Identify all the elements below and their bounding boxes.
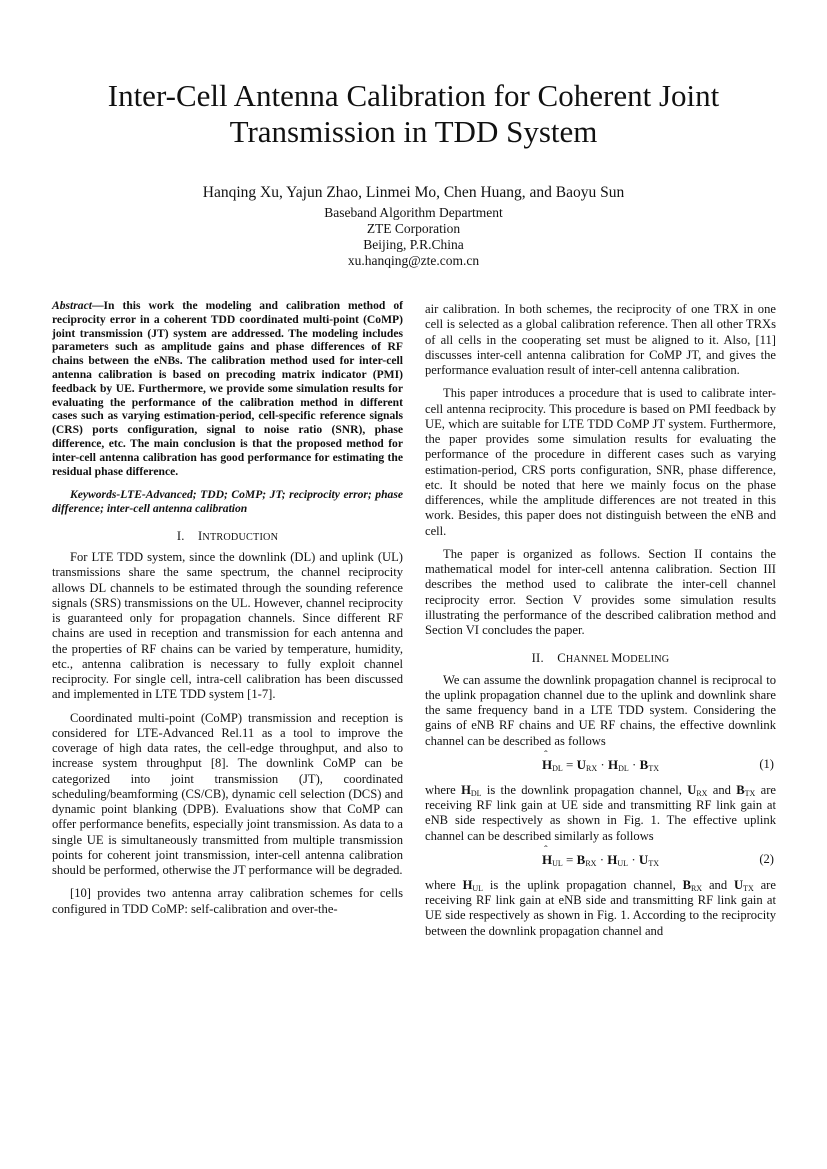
model-paragraph-2: where $H_{DL}$ is the downlink propagation channel, $U_{RX}$ and $B_{TX}$ are receiving RF link gain at UE side and transmitting RF link gain at eNB side respectively as shown in Fig. 1. The effective uplink channel can be described similarly as follows [425,782,777,843]
affiliation-department: Baseband Algorithm Department [324,205,503,220]
left-column [52,299,403,917]
author-list: Hanqing Xu, Yajun Zhao, Linmei Mo, Chen Huang, and Baoyu Sun [202,184,625,201]
equation-2-formula: ˆ $H_{UL} = B_{RX} \cdot H_{UL} \cdot U_{TX}$ [425,852,776,867]
right-paragraph-2: This paper introduces a procedure that is used to calibrate inter-cell antenna reciprocity. This procedure is based on PMI feedback by UE, which are suitable for LTE TDD CoMP JT system. Furthermore, the paper provides some simulation results for evaluating the performance of the procedure in different cases such as varying estimation-period, CRS ports configuration, SNR, phase difference, etc. It should be noted that here we mainly focus on the phase differences, while the amplitude differences are not treated in this work. Besides, this paper does not distinguish between the eNB and cell. [425,386,776,538]
abstract-body: —In this work the modeling and calibration method of reciprocity error in a coherent TDD coordinated multi-point (CoMP) joint transmission (JT) system are addressed. The modeling includes parameters such as amplitude gains and phase differences of RF chains between the eNBs. The calibration method used for inter-cell antenna calibration is based on precoding matrix indicator (PMI) feedback by UE. Furthermore, we provide some simulation results for evaluating the performance of the calibration method in different cases such as varying estimation-period, cell-specific reference signals (CRS) ports configuration, signal to noise ratio (SNR), phase difference, etc. The main conclusion is that the proposed method for inter-cell antenna calibration has good performance for estimating the residual phase difference. [52,299,403,478]
affiliation-block [40,205,787,269]
right-paragraph-3: The paper is organized as follows. Section II contains the mathematical model for inter-cell antenna calibration. Section III describes the method used to calibrate the inter-cell channel reciprocity error. Section V provides some simulation results illustrating the performance of the described calibration method and Section VI concludes the paper. [425,546,776,637]
intro-paragraph-3: [10] provides two antenna array calibration schemes for cells configured in TDD CoMP: self-calibration and over-the- [52,886,403,916]
abstract-lead: Abstract [52,299,92,312]
title-line-2: Transmission in TDD System [229,114,598,149]
model-paragraph-1: We can assume the downlink propagation channel is reciprocal to the uplink propagation channel due to the uplink and downlink share the same frequency band in a LTE TDD system. Considering the gains of eNB RF chains and UE RF chains, the effective downlink channel can be described as follows [425,672,776,748]
model-paragraph-3: where $H_{UL}$ is the uplink propagation channel, $B_{RX}$ and $U_{TX}$ are receiving RF link gain at eNB side and transmitting RF link gain at UE side respectively as shown in Fig. 1. According to the reciprocity between the downlink propagation channel and [425,877,776,938]
right-column [425,302,776,939]
section-heading-introduction: I. INTRODUCTION [176,528,279,543]
title-line-1: Inter-Cell Antenna Calibration for Coherent Joint [107,78,720,113]
keywords: Keywords-LTE-Advanced; TDD; CoMP; JT; reciprocity error; phase difference; inter-cell antenna calibration [52,488,403,516]
equation-1 [425,755,776,777]
author-email: xu.hanqing@zte.com.cn [347,253,480,268]
intro-paragraph-1: For LTE TDD system, since the downlink (DL) and uplink (UL) transmissions share the same spectrum, the channel reciprocity allows DL channels to be estimated through the sounding reference signals (SRS) transmissions on the UL. However, channel reciprocity is guaranteed only for propagation channels. Since different RF chains are used in reception and transmission for each antenna and the properties of RF chains can be varied by temperature, humidity, etc., antenna calibration is necessary to fully exploit channel reciprocity. For single cell, intra-cell calibration has been discussed and implemented in LTE TDD system [1-7]. [52,550,403,702]
paper-title [40,78,787,150]
right-paragraph-1: air calibration. In both schemes, the reciprocity of one TRX in one cell is selected as a global calibration reference. Then all other TRXs of all cells in the cooperating set must be aligned to it. Also, [11] discusses inter-cell antenna calibration for CoMP JT, and gives the performance evaluation result of inter-cell antenna calibration. [425,302,776,377]
affiliation-location: Beijing, P.R.China [363,237,464,252]
equation-2 [425,850,776,872]
affiliation-organization: ZTE Corporation [366,221,461,236]
abstract [52,299,403,478]
equation-1-number: (1) [759,756,774,771]
equation-2-number: (2) [759,851,774,866]
equation-1-formula: ˆ $H_{DL} = U_{RX} \cdot H_{DL} \cdot B_{TX}$ [425,757,776,772]
section-heading-channel-modeling: II. CHANNEL MODELING [531,651,670,666]
intro-paragraph-2: Coordinated multi-point (CoMP) transmission and reception is considered for LTE-Advanced Rel.11 as a tool to improve the coverage of high data rates, the cell-edge throughput, and also to increase system throughput [8]. The downlink CoMP can be categorized into joint transmission (JT), coordinated scheduling/beamforming (CS/CB), dynamic cell selection (DCS) and dynamic point blanking (DPB). Evaluations show that CoMP can offer performance benefits, especially joint transmission. As data to a single UE is simultaneously transmitted from multiple transmission points for coherent joint transmission, inter-cell antenna calibration should be performed, otherwise the JT performance will be degraded. [52,710,403,878]
